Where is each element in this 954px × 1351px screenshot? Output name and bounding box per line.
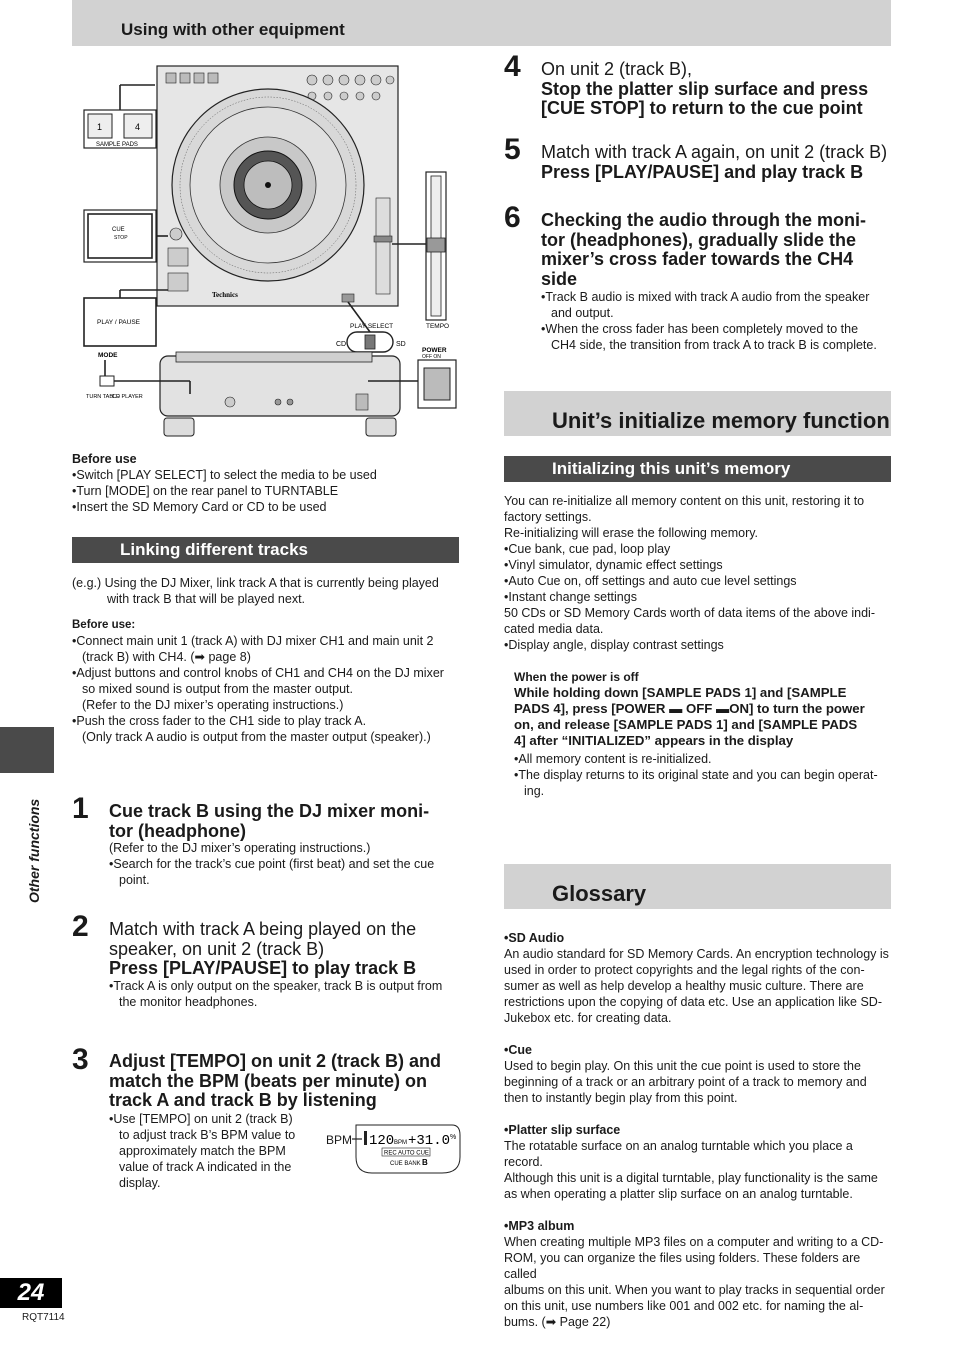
step-bullet-cont: and output. bbox=[551, 306, 614, 320]
step-title-line: On unit 2 (track B), bbox=[541, 59, 693, 79]
display-bank-value: B bbox=[422, 1158, 428, 1167]
linking-before-text: (Only track A audio is output from the master output (speaker).) bbox=[82, 730, 431, 744]
power-off-instructions bbox=[514, 685, 894, 749]
power-off-section bbox=[514, 670, 894, 799]
step-number: 5 bbox=[504, 133, 521, 166]
step-title-line: track A and track B by listening bbox=[109, 1090, 377, 1110]
power-on-icon: ▬ bbox=[716, 701, 730, 716]
init-body bbox=[504, 493, 894, 653]
power-label: POWER bbox=[422, 347, 447, 354]
linking-before-text: so mixed sound is output from the master output. bbox=[82, 682, 353, 696]
section-tab bbox=[0, 727, 54, 773]
step-2-title bbox=[109, 920, 461, 979]
before-use-title: Before use bbox=[72, 452, 137, 466]
step-bullet: • When the cross fader has been completely moved to the bbox=[541, 321, 893, 337]
init-subheading: Initializing this unit’s memory bbox=[504, 456, 891, 482]
linking-before-title: Before use: bbox=[72, 619, 136, 631]
before-use-item: • Switch [PLAY SELECT] to select the media to be used bbox=[72, 467, 462, 483]
glossary-body bbox=[504, 930, 894, 1330]
init-item: • Display angle, display contrast settings bbox=[504, 637, 894, 653]
step-title-line: Match with track A again, on unit 2 (track B) bbox=[541, 142, 888, 162]
step-1-body bbox=[109, 840, 461, 888]
init-item: • Auto Cue on, off settings and auto cue level settings bbox=[504, 573, 894, 589]
init-text: 50 CDs or SD Memory Cards worth of data items of the above indi- bbox=[504, 606, 875, 620]
side-section-label: Other functions bbox=[26, 798, 42, 903]
document-code: RQT7114 bbox=[22, 1312, 65, 1323]
glossary-heading: Glossary bbox=[504, 864, 891, 909]
sd-label: SD bbox=[396, 341, 406, 348]
step-bullet-cont: CH4 side, the transition from track A to track B is complete. bbox=[551, 338, 877, 352]
glossary-term: • MP3 album bbox=[504, 1218, 894, 1234]
before-use-item: • Turn [MODE] on the rear panel to TURNTABLE bbox=[72, 483, 462, 499]
bpm-label: BPM bbox=[326, 1133, 353, 1147]
instruction-line: on, and release [SAMPLE PADS 1] and [SAMPLE PADS bbox=[514, 717, 858, 732]
display-pitch-value: +31.0 bbox=[408, 1133, 451, 1149]
step-title-line: Press [PLAY/PAUSE] and play track B bbox=[541, 161, 864, 182]
arrow-right-icon: ➡ bbox=[545, 1315, 557, 1329]
page-number: 24 bbox=[0, 1278, 62, 1308]
init-item: • Cue bank, cue pad, loop play bbox=[504, 541, 894, 557]
display-cue-bank: CUE BANK bbox=[390, 1161, 421, 1167]
glossary-text: as when operating a platter slip surface on an analog turntable. bbox=[504, 1187, 853, 1201]
instruction-line: While holding down [SAMPLE PADS 1] and [SAMPLE bbox=[514, 685, 847, 700]
init-text: cated media data. bbox=[504, 622, 604, 636]
page-title: Using with other equipment bbox=[121, 20, 345, 39]
cue-label: CUE bbox=[112, 227, 125, 233]
bpm-display bbox=[352, 1123, 462, 1175]
brand-logo: Technics bbox=[212, 291, 238, 299]
glossary-text: Although this unit is a digital turntable, play functionality is the same bbox=[504, 1171, 878, 1185]
init-text: You can re-initialize all memory content on this unit, restoring it to bbox=[504, 494, 865, 508]
display-bpm-unit: BPM bbox=[394, 1140, 408, 1146]
result-item: • All memory content is re-initialized. bbox=[514, 751, 894, 767]
turntable-label: TURN TABLE bbox=[86, 394, 120, 400]
step-2-body bbox=[109, 978, 461, 1010]
linking-before-item: • Connect main unit 1 (track A) with DJ mixer CH1 and main unit 2 bbox=[72, 633, 462, 649]
init-heading: Unit’s initialize memory function bbox=[504, 391, 891, 436]
glossary-text: sumer as well as help develop a healthy music culture. There are bbox=[504, 979, 864, 993]
linking-before-text: (track B) with CH4. ( bbox=[82, 650, 195, 664]
step-number: 6 bbox=[504, 201, 521, 234]
glossary-text: on this unit, use numbers like 001 and 002 etc. for naming the al- bbox=[504, 1299, 864, 1313]
glossary-term: • SD Audio bbox=[504, 930, 894, 946]
step-number: 1 bbox=[72, 792, 89, 825]
pad-4-label: 4 bbox=[135, 122, 141, 132]
step-title-line: Match with track A being played on the bbox=[109, 919, 417, 939]
linking-page-ref: page 8) bbox=[205, 650, 251, 664]
step-bullet-cont: point. bbox=[119, 873, 150, 887]
step-title-line: Adjust [TEMPO] on unit 2 (track B) and bbox=[109, 1051, 441, 1071]
linking-example: (e.g.) Using the DJ Mixer, link track A that is currently being played bbox=[72, 576, 439, 590]
step-number: 3 bbox=[72, 1043, 89, 1076]
display-tags: REC AUTO CUE bbox=[384, 1150, 429, 1157]
step-6-title bbox=[541, 211, 893, 289]
stop-label: STOP bbox=[114, 235, 128, 241]
instruction-line: OFF bbox=[682, 701, 716, 716]
glossary-text: then to instantly begin play from this point. bbox=[504, 1091, 738, 1105]
step-bullet-cont: the monitor headphones. bbox=[119, 995, 258, 1009]
before-use-item: • Insert the SD Memory Card or CD to be used bbox=[72, 499, 462, 515]
step-title-line: mixer’s cross fader towards the CH4 bbox=[541, 249, 854, 269]
step-bullet-cont: value of track A indicated in the bbox=[119, 1160, 292, 1174]
glossary-text: Jukebox etc. for creating data. bbox=[504, 1011, 672, 1025]
power-off-title: When the power is off bbox=[514, 670, 639, 684]
linking-before-item: • Push the cross fader to the CH1 side to play track A. bbox=[72, 713, 462, 729]
glossary-text: restrictions upon the copying of data etc. Use an application like SD- bbox=[504, 995, 882, 1009]
glossary-term: • Cue bbox=[504, 1042, 894, 1058]
step-title-line: side bbox=[541, 268, 578, 289]
step-5-title bbox=[541, 143, 896, 182]
step-bullet-cont: approximately match the BPM bbox=[119, 1144, 286, 1158]
step-title-line: tor (headphone) bbox=[109, 820, 246, 841]
step-bullet: • Track A is only output on the speaker, track B is output from bbox=[109, 978, 461, 994]
result-item: • The display returns to its original state and you can begin operat- bbox=[514, 767, 894, 783]
init-text: factory settings. bbox=[504, 510, 592, 524]
instruction-line: PADS 4], press [POWER bbox=[514, 701, 670, 716]
step-1-title bbox=[109, 802, 461, 841]
step-title-line: speaker, on unit 2 (track B) bbox=[109, 938, 325, 959]
glossary-text: used in order to protect copyrights and the legal rights of the con- bbox=[504, 963, 865, 977]
linking-before-text: (Refer to the DJ mixer’s operating instructions.) bbox=[82, 698, 344, 712]
linking-before-item: • Adjust buttons and control knobs of CH1 and CH4 on the DJ mixer bbox=[72, 665, 462, 681]
step-title-line: Checking the audio through the moni- bbox=[541, 210, 866, 230]
glossary-text: bums. ( bbox=[504, 1315, 546, 1329]
turntable-illustration bbox=[80, 58, 460, 442]
mode-label: MODE bbox=[98, 352, 118, 359]
display-bpm-value: 120 bbox=[369, 1133, 395, 1149]
before-use-section bbox=[72, 451, 462, 515]
result-item-cont: ing. bbox=[524, 784, 545, 798]
step-number: 2 bbox=[72, 910, 89, 943]
linking-example-2: with track B that will be played next. bbox=[107, 592, 306, 606]
glossary-term: • Platter slip surface bbox=[504, 1122, 894, 1138]
step-3-body bbox=[109, 1111, 309, 1191]
display-pct: % bbox=[450, 1134, 457, 1141]
glossary-text: When creating multiple MP3 files on a computer and writing to a CD- bbox=[504, 1235, 884, 1249]
step-bullet-cont: to adjust track B’s BPM value to bbox=[119, 1128, 296, 1142]
play-pause-label: PLAY / PAUSE bbox=[97, 319, 140, 326]
linking-body bbox=[72, 575, 462, 745]
glossary-text: The rotatable surface on an analog turntable which you place a record. bbox=[504, 1139, 853, 1169]
step-note: (Refer to the DJ mixer’s operating instructions.) bbox=[109, 841, 371, 855]
step-title-line: Stop the platter slip surface and press bbox=[541, 78, 869, 99]
step-title-line: tor (headphones), gradually slide the bbox=[541, 229, 857, 250]
play-select-label: PLAY SELECT bbox=[350, 323, 394, 330]
power-off-icon: ▬ bbox=[669, 701, 683, 716]
instruction-line: ON] to turn the power bbox=[729, 701, 865, 716]
step-6-body bbox=[541, 289, 893, 353]
cd-player-label: CD PLAYER bbox=[112, 394, 143, 400]
glossary-text: ROM, you can organize the files using folders. These folders are called bbox=[504, 1251, 861, 1281]
off-on-label: OFF ON bbox=[422, 354, 441, 360]
arrow-right-icon: ➡ bbox=[194, 650, 205, 664]
step-title-line: Press [PLAY/PAUSE] to play track B bbox=[109, 958, 417, 978]
glossary-text: beginning of a track or an arbitrary point of a track to memory and bbox=[504, 1075, 867, 1089]
sample-pads-label: SAMPLE PADS bbox=[96, 142, 138, 148]
init-text: Re-initializing will erase the following memory. bbox=[504, 526, 759, 540]
step-title-line: Cue track B using the DJ mixer moni- bbox=[109, 801, 430, 821]
step-4-title bbox=[541, 60, 893, 119]
init-item: • Instant change settings bbox=[504, 589, 894, 605]
pad-1-label: 1 bbox=[97, 122, 103, 132]
glossary-page-ref: Page 22) bbox=[556, 1315, 611, 1329]
step-bullet: • Use [TEMPO] on unit 2 (track B) bbox=[109, 1111, 309, 1127]
step-bullet: • Search for the track’s cue point (first beat) and set the cue bbox=[109, 856, 461, 872]
instruction-line: 4] after “INITIALIZED” appears in the display bbox=[514, 733, 794, 748]
tempo-label: TEMPO bbox=[426, 323, 450, 330]
glossary-text: albums on this unit. When you want to play tracks in sequential order bbox=[504, 1283, 885, 1297]
step-bullet: • Track B audio is mixed with track A audio from the speaker bbox=[541, 289, 893, 305]
step-title-line: [CUE STOP] to return to the cue point bbox=[541, 98, 863, 118]
glossary-text: An audio standard for SD Memory Cards. An encryption technology is bbox=[504, 947, 889, 961]
cd-label: CD bbox=[336, 341, 347, 348]
linking-heading: Linking different tracks bbox=[72, 537, 459, 563]
init-item: • Vinyl simulator, dynamic effect settings bbox=[504, 557, 894, 573]
step-bullet-cont: display. bbox=[119, 1176, 161, 1190]
glossary-text: Used to begin play. On this unit the cue point is used to store the bbox=[504, 1059, 861, 1073]
step-title-line: match the BPM (beats per minute) on bbox=[109, 1070, 428, 1091]
step-3-title bbox=[109, 1052, 461, 1111]
step-number: 4 bbox=[504, 50, 521, 83]
